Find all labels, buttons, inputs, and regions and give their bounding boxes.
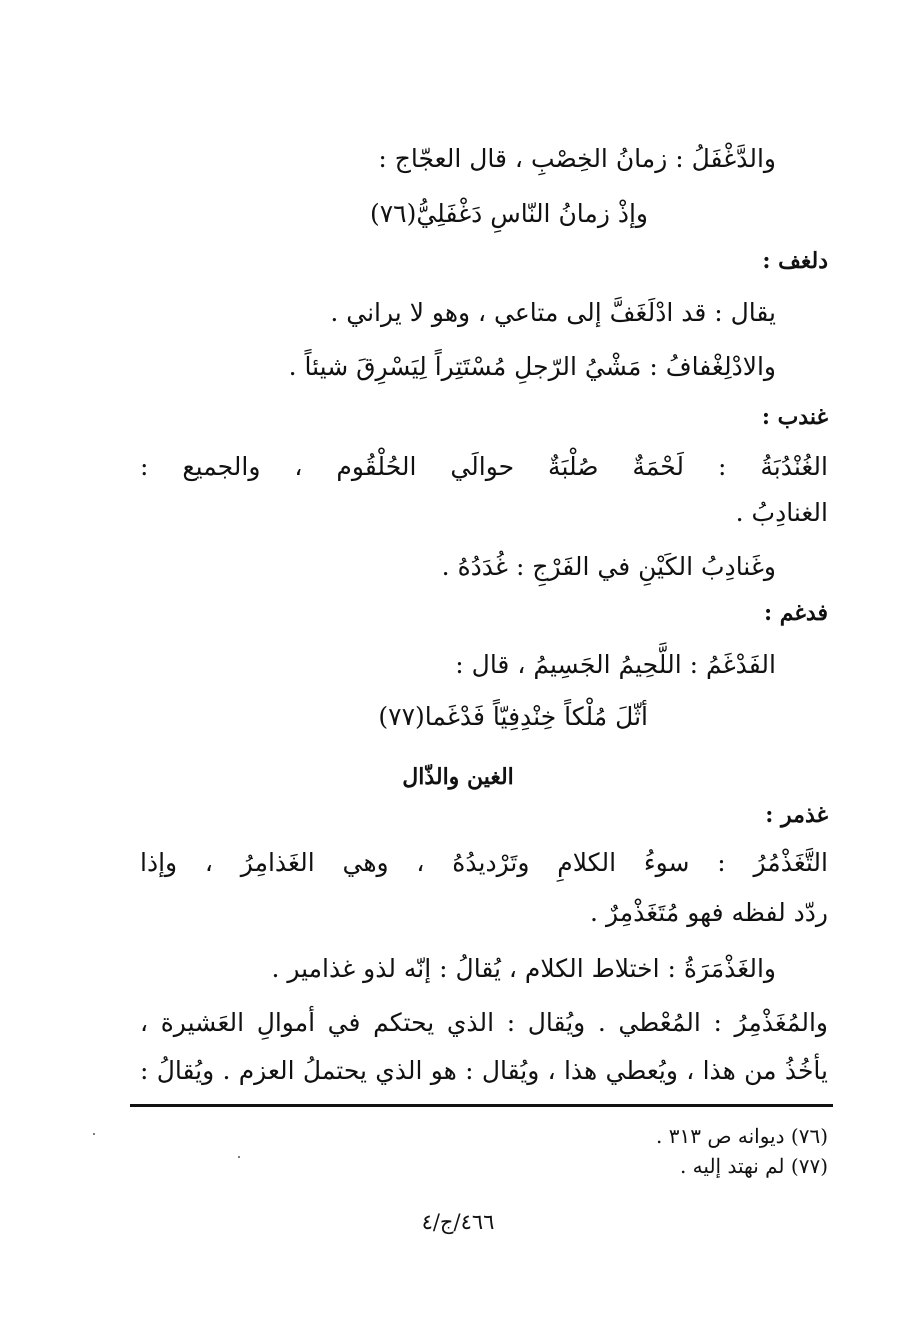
footnote-76: (٧٦) ديوانه ص ٣١٣ . <box>656 1124 828 1148</box>
scan-speck <box>238 1156 240 1158</box>
entry-ghundub-line-2: الغنادِبُ . <box>735 498 828 527</box>
entry-daghfal-verse: وإذْ زمانُ النّاسِ دَغْفَلِيُّ(٧٦) <box>369 199 648 228</box>
entry-fadgham-verse: أثّلَ مُلْكاً خِنْدِفِيّاً فَدْغَما(٧٧) <box>378 702 648 731</box>
headword-ghadhmar: غذمر : <box>765 802 828 828</box>
entry-fadgham-line-1: الفَدْغَمُ : اللَّحِيمُ الجَسِيمُ ، قال : <box>455 650 776 679</box>
entry-ghadhmar-line-1: التَّغَذْمُرُ : سوءُ الكلامِ وتَرْديدُهُ ، وهي الغَذامِرُ ، وإذا <box>140 848 828 877</box>
entry-ghundub-line-1: الغُنْدُبَةُ : لَحْمَةٌ صُلْبَةٌ حوالَي الحُلْقُوم ، والجميع : <box>140 452 828 481</box>
headword-dalghaf: دلغف : <box>762 248 828 274</box>
footnote-77: (٧٧) لم نهتد إليه . <box>679 1154 828 1178</box>
entry-dalghaf-line-2: والادْلِغْفافُ : مَشْيُ الرّجلِ مُسْتَتِراً لِيَسْرِقَ شيئاً . <box>288 352 776 381</box>
headword-fadgham: فدغم : <box>764 600 828 626</box>
entry-daghfal-line-1: والدَّغْفَلُ : زمانُ الخِصْبِ ، قال العجّاج : <box>378 144 776 173</box>
entry-ghundub-line-3: وغَنادِبُ الكَيْنِ في الفَرْجِ : غُدَدُهُ . <box>441 552 776 581</box>
entry-ghadhmar-line-5: يأخُذُ من هذا ، ويُعطي هذا ، ويُقال : هو الذي يحتملُ العزم . ويُقالُ : <box>140 1056 828 1085</box>
section-heading: الغين والذّال <box>402 764 514 790</box>
entry-ghadhmar-line-3: والغَذْمَرَةُ : اختلاط الكلام ، يُقالُ : إنّه لذو غذامير . <box>271 954 776 983</box>
page-number: ٤٦٦/ج/٤ <box>421 1210 495 1234</box>
headword-ghundub: غندب : <box>761 404 828 430</box>
entry-ghadhmar-line-4: والمُغَذْمِرُ : المُعْطي . ويُقال : الذي يحتكم في أموالِ العَشيرة ، <box>140 1008 828 1037</box>
scan-speck <box>93 1133 95 1135</box>
footnote-rule <box>130 1104 833 1107</box>
entry-dalghaf-line-1: يقال : قد ادْلَغَفَّ إلى متاعي ، وهو لا يراني . <box>330 298 776 327</box>
entry-ghadhmar-line-2: ردّد لفظه فهو مُتَغَذْمِرٌ . <box>590 898 828 927</box>
